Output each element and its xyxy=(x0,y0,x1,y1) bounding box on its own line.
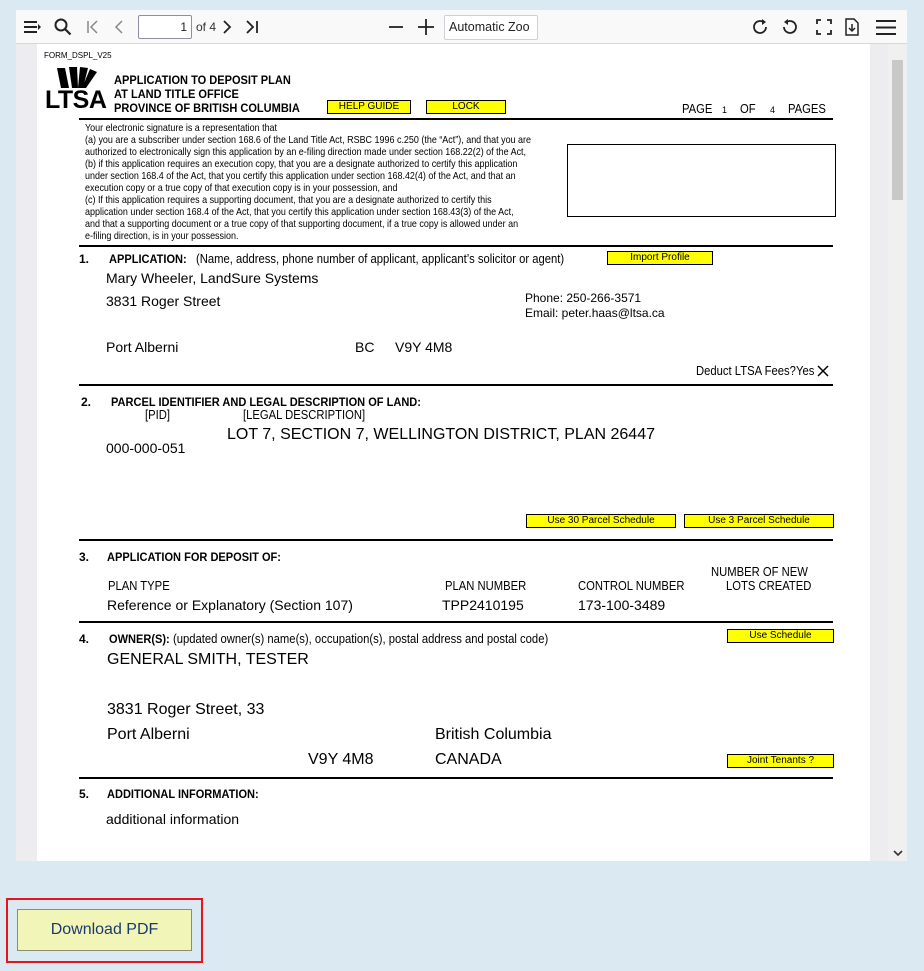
divider xyxy=(79,621,833,623)
applicant-postal-code[interactable]: V9Y 4M8 xyxy=(395,339,453,355)
owner-country[interactable]: CANADA xyxy=(435,751,502,768)
additional-information-value[interactable]: additional information xyxy=(106,811,240,827)
signature-box[interactable] xyxy=(567,144,836,217)
plan-type-value[interactable]: Reference or Explanatory (Section 107) xyxy=(107,597,353,613)
plan-type-label: PLAN TYPE xyxy=(108,579,170,593)
scrollbar-thumb[interactable] xyxy=(892,60,903,200)
divider xyxy=(79,118,833,120)
applicant-province[interactable]: BC xyxy=(355,339,375,355)
divider xyxy=(79,245,833,247)
section-5-label: ADDITIONAL INFORMATION: xyxy=(107,787,259,801)
import-profile-button[interactable]: Import Profile xyxy=(607,251,713,265)
control-number-label: CONTROL NUMBER xyxy=(578,579,685,593)
section-4-hint: (updated owner(s) name(s), occupation(s), postal address and postal code) xyxy=(173,632,549,646)
new-lots-label-2: LOTS CREATED xyxy=(726,579,812,593)
fullscreen-icon[interactable] xyxy=(812,10,836,44)
form-subtitle: AT LAND TITLE OFFICE xyxy=(114,87,239,101)
section-2-number: 2. xyxy=(81,395,92,409)
section-1-hint: (Name, address, phone number of applicant, applicant’s solicitor or agent) xyxy=(196,252,565,266)
rotate-clockwise-icon[interactable] xyxy=(748,10,772,44)
owner-postal-code[interactable]: V9Y 4M8 xyxy=(308,751,374,768)
divider xyxy=(79,777,833,779)
form-id: FORM_DSPL_V25 xyxy=(44,51,112,60)
logo-text: LTSA xyxy=(45,86,107,114)
legal-description[interactable]: LOT 7, SECTION 7, WELLINGTON DISTRICT, PLAN 26447 xyxy=(227,426,655,443)
section-2-label: PARCEL IDENTIFIER AND LEGAL DESCRIPTION OF LAND: xyxy=(111,395,421,409)
ltsa-logo xyxy=(45,66,107,114)
last-page-icon[interactable] xyxy=(240,10,264,44)
total-pages-value: 4 xyxy=(770,105,776,115)
next-page-icon[interactable] xyxy=(216,10,238,44)
owner-province[interactable]: British Columbia xyxy=(435,726,552,743)
divider xyxy=(79,539,833,541)
sidebar-toggle-icon[interactable] xyxy=(20,10,46,44)
zoom-out-icon[interactable] xyxy=(384,10,408,44)
applicant-name[interactable]: Mary Wheeler, LandSure Systems xyxy=(106,270,319,286)
applicant-street[interactable]: 3831 Roger Street xyxy=(106,293,221,309)
viewer-toolbar xyxy=(16,10,907,44)
document-scroll-area[interactable] xyxy=(16,44,907,861)
section-4-number: 4. xyxy=(79,632,90,646)
use-3-parcel-schedule-button[interactable]: Use 3 Parcel Schedule xyxy=(684,514,834,528)
signature-legal-text: Your electronic signature is a representation that (a) you are a subscriber under section 168.6 of the Land Title Act, RSBC 1996 c.250 (the “Act”), and that you are authorized to electronically sign this application by an e-filing direction made under section 168.22(2) of the Act, (b) if this application requires an execution copy, that you are a designate authorized to certify this application under section 168.4 of the Act, that you certify this application under section 168.42(4) of the Act, and that an execution copy or a true copy of that execution copy is in your possession, and (c) If this application requires a supporting document, that you are a designate authorized to certify this application under section 168.4 of the Act, that you certify this application under section 168.43(3) of the Act, and that a supporting document or a true copy of that supporting document, if a true copy is allowed under an e-filing direction, is in your possession. xyxy=(85,123,532,242)
zoom-in-icon[interactable] xyxy=(414,10,438,44)
previous-page-icon[interactable] xyxy=(108,10,130,44)
scroll-down-icon[interactable] xyxy=(890,847,905,859)
zoom-select[interactable]: Automatic Zoo xyxy=(444,15,538,40)
pid-label: [PID] xyxy=(145,408,171,422)
legal-description-label: [LEGAL DESCRIPTION] xyxy=(243,408,366,422)
use-schedule-button[interactable]: Use Schedule xyxy=(727,629,834,643)
new-lots-label: NUMBER OF NEW xyxy=(711,565,808,579)
download-pdf-button[interactable]: Download PDF xyxy=(17,909,192,951)
section-5-number: 5. xyxy=(79,787,90,801)
owner-city[interactable]: Port Alberni xyxy=(107,726,190,743)
download-document-icon[interactable] xyxy=(840,10,864,44)
section-1-number: 1. xyxy=(79,252,90,266)
of-label: OF xyxy=(740,102,756,116)
divider xyxy=(79,384,833,386)
first-page-icon[interactable] xyxy=(82,10,104,44)
section-3-label: APPLICATION FOR DEPOSIT OF: xyxy=(107,550,281,564)
pages-label: PAGES xyxy=(788,102,826,116)
applicant-city[interactable]: Port Alberni xyxy=(106,339,179,355)
section-3-number: 3. xyxy=(79,550,90,564)
help-guide-button[interactable]: HELP GUIDE xyxy=(327,100,411,114)
deduct-fees-value: Yes xyxy=(796,364,815,378)
plan-number-label: PLAN NUMBER xyxy=(445,579,527,593)
pdf-viewer xyxy=(16,10,907,861)
vertical-scrollbar[interactable] xyxy=(888,44,907,861)
section-1-label: APPLICATION: xyxy=(109,252,187,266)
menu-icon[interactable] xyxy=(872,10,900,44)
deduct-fees-label: Deduct LTSA Fees? xyxy=(696,364,796,378)
parcel-identifier[interactable]: 000-000-051 xyxy=(106,440,186,456)
lock-button[interactable]: LOCK xyxy=(426,100,506,114)
form-province: PROVINCE OF BRITISH COLUMBIA xyxy=(114,101,300,115)
owner-street[interactable]: 3831 Roger Street, 33 xyxy=(107,701,265,718)
joint-tenants-button[interactable]: Joint Tenants ? xyxy=(727,754,834,768)
owner-name[interactable]: GENERAL SMITH, TESTER xyxy=(107,651,309,668)
rotate-counterclockwise-icon[interactable] xyxy=(778,10,802,44)
page-count: of 4 xyxy=(196,20,217,34)
applicant-phone[interactable]: Phone: 250-266-3571 xyxy=(525,291,642,305)
page-label: PAGE xyxy=(682,102,713,116)
control-number-value[interactable]: 173-100-3489 xyxy=(578,597,666,613)
section-4-label: OWNER(S): xyxy=(109,632,170,646)
search-icon[interactable] xyxy=(50,10,76,44)
form-title: APPLICATION TO DEPOSIT PLAN xyxy=(114,73,291,87)
plan-number-value[interactable]: TPP2410195 xyxy=(442,597,524,613)
page-number-input[interactable] xyxy=(138,15,192,39)
pdf-page xyxy=(37,44,870,861)
applicant-email[interactable]: Email: peter.haas@ltsa.ca xyxy=(525,306,665,320)
page-value: 1 xyxy=(722,105,728,115)
use-30-parcel-schedule-button[interactable]: Use 30 Parcel Schedule xyxy=(526,514,676,528)
deduct-fees-checkbox-icon[interactable] xyxy=(817,364,829,382)
